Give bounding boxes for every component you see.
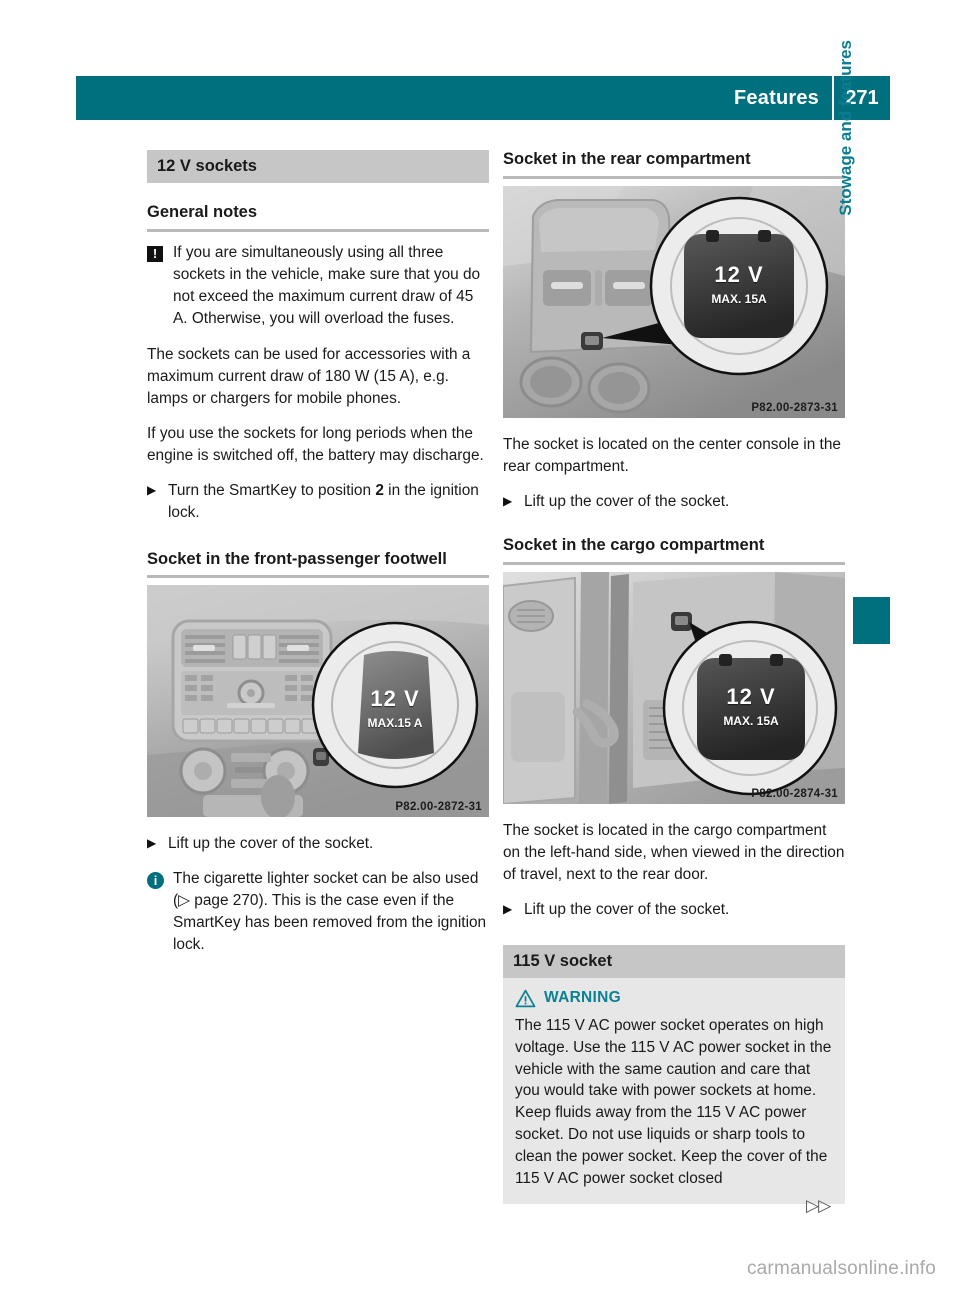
cargo-callout <box>701 686 801 727</box>
step-lift-cover-cargo-text: Lift up the cover of the socket. <box>524 900 730 918</box>
info-note-text: The cigarette lighter socket can be also used (▷ page 270). This is the case even if the SmartKey has been removed from the ignition lock. <box>173 870 487 953</box>
paragraph-socket-rating: The sockets can be used for accessories with a maximum current draw of 180 W (15 A), e.g. lamps or chargers for mobile phones. <box>147 346 471 408</box>
exclamation-icon: ! <box>147 246 163 262</box>
step-arrow-icon: ▶ <box>503 493 513 508</box>
step-turn-smartkey <box>147 480 489 524</box>
subheading-footwell-socket: Socket in the front-passenger footwell <box>147 550 489 579</box>
warning-label: WARNING <box>544 989 622 1007</box>
watermark: carmanualsonline.info <box>746 1258 936 1279</box>
info-icon: i <box>147 872 164 889</box>
warning-box <box>503 978 845 1204</box>
rear-figure-caption: P82.00-2873-31 <box>751 401 838 414</box>
paragraph-rear-socket-location: The socket is located on the center console in the rear compartment. <box>503 435 841 475</box>
page-reference-icon: ▷ <box>178 892 195 910</box>
page-reference-link[interactable]: page 270 <box>194 892 259 910</box>
step-lift-cover-footwell-text: Lift up the cover of the socket. <box>168 835 374 853</box>
cargo-callout-current: MAX. 15A <box>723 714 779 729</box>
rear-callout <box>689 261 789 306</box>
side-tab-marker <box>853 597 890 644</box>
caution-note <box>147 242 489 330</box>
paragraph-cargo-socket-location: The socket is located in the cargo compartment on the left-hand side, when viewed in the direction of travel, next to the rear door. <box>503 822 845 883</box>
warning-triangle-icon <box>515 989 536 1008</box>
figure-cargo-socket <box>503 572 845 804</box>
section-heading-115v-socket: 115 V socket <box>503 945 845 978</box>
section-heading-12v-sockets: 12 V sockets <box>147 150 489 183</box>
continuation-arrows-icon: ▷▷ <box>806 1196 831 1215</box>
step-lift-cover-rear <box>503 491 845 513</box>
page-number: 271 <box>845 86 879 109</box>
page-header-bar <box>76 76 890 120</box>
cargo-figure-caption: P82.00-2874-31 <box>751 788 838 801</box>
step-arrow-icon: ▶ <box>147 836 157 851</box>
info-note <box>147 868 489 956</box>
subheading-rear-socket: Socket in the rear compartment <box>503 150 845 179</box>
warning-text: The 115 V AC power socket operates on high voltage. Use the 115 V AC power socket in the vehicle with the same caution and care that you would take with power sockets at home. Keep fluids away from the 115 V AC power socket. Do not use liquids or sharp tools to clean the power socket. Keep the cover of the 115 V AC power socket closed <box>515 1016 832 1187</box>
step-lift-cover-rear-text: Lift up the cover of the socket. <box>524 492 730 510</box>
footwell-callout <box>346 688 444 729</box>
footwell-callout-current: MAX.15 A <box>367 716 423 731</box>
warning-header <box>515 989 833 1008</box>
subheading-cargo-socket: Socket in the cargo compartment <box>503 536 845 565</box>
step-turn-smartkey-text: Turn the SmartKey to position 2 in the ignition lock. <box>168 481 479 521</box>
step-lift-cover-cargo <box>503 899 845 921</box>
footwell-callout-voltage: 12 V <box>370 686 420 712</box>
page-title: Features <box>734 86 819 109</box>
rear-callout-voltage: 12 V <box>714 261 764 287</box>
rear-socket-illustration <box>503 186 845 418</box>
step-arrow-icon: ▶ <box>503 901 513 916</box>
side-tab-label: Stowage and features <box>836 40 855 216</box>
figure-rear-socket <box>503 186 845 418</box>
caution-note-text: If you are simultaneously using all three sockets in the vehicle, make sure that you do not exceed the maximum current draw of 45 A. Otherwise, you will overload the fuses. <box>173 243 481 327</box>
right-column <box>503 150 845 1204</box>
step-lift-cover-footwell <box>147 833 489 855</box>
step-arrow-icon: ▶ <box>147 482 157 497</box>
rear-callout-current: MAX. 15A <box>711 291 767 306</box>
paragraph-battery-discharge: If you use the sockets for long periods when the engine is switched off, the battery may discharge. <box>147 425 484 464</box>
footwell-figure-caption: P82.00-2872-31 <box>395 801 482 814</box>
figure-footwell-socket <box>147 585 489 817</box>
left-column <box>147 150 489 971</box>
subheading-general-notes: General notes <box>147 203 489 232</box>
cargo-callout-voltage: 12 V <box>726 684 776 710</box>
